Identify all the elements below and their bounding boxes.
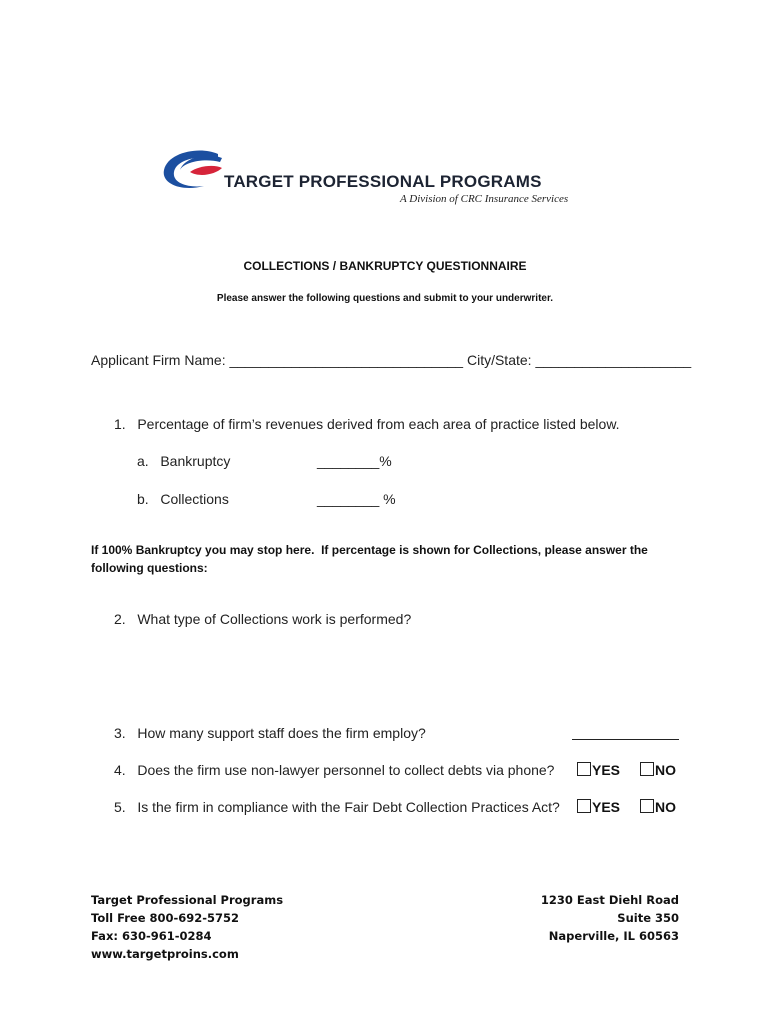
logo-title: TARGET PROFESSIONAL PROGRAMS bbox=[224, 172, 542, 191]
question-1: 1. Percentage of firm’s revenues derived from each area of practice listed below. bbox=[114, 416, 620, 432]
q4-no-checkbox[interactable] bbox=[640, 762, 654, 776]
q5-yes-option[interactable] bbox=[577, 799, 620, 815]
footer-street: 1230 East Diehl Road bbox=[540, 893, 679, 907]
city-state-field[interactable]: ____________________ bbox=[535, 352, 692, 368]
q5-no-checkbox[interactable] bbox=[640, 799, 654, 813]
q4-yes-label: YES bbox=[592, 762, 621, 778]
question-5: 5. Is the firm in compliance with the Fair Debt Collection Practices Act? bbox=[114, 799, 560, 815]
footer-website[interactable]: www.targetproins.com bbox=[91, 947, 239, 961]
q1b-label: b. Collections bbox=[137, 491, 229, 507]
form-instructions: Please answer the following questions and submit to your underwriter. bbox=[216, 293, 554, 304]
firm-name-field[interactable]: ______________________________ bbox=[229, 352, 464, 368]
stop-note: If 100% Bankruptcy you may stop here. If percentage is shown for Collections, please answer the following questions: bbox=[91, 543, 648, 575]
q5-yes-label: YES bbox=[592, 799, 621, 815]
applicant-line bbox=[91, 352, 691, 368]
footer-contact bbox=[91, 891, 283, 963]
footer-toll-free: Toll Free 800-692-5752 bbox=[91, 911, 240, 925]
q5-no-label: NO bbox=[655, 799, 676, 815]
question-2: 2. What type of Collections work is performed? bbox=[114, 611, 412, 627]
company-logo-mark bbox=[160, 148, 232, 194]
footer-address bbox=[541, 891, 679, 945]
q1a-label: a. Bankruptcy bbox=[137, 453, 231, 469]
q4-no-label: NO bbox=[655, 762, 676, 778]
question-3: 3. How many support staff does the firm employ? bbox=[114, 725, 426, 741]
firm-name-label: Applicant Firm Name: bbox=[91, 352, 226, 368]
form-title: COLLECTIONS / BANKRUPTCY QUESTIONNAIRE bbox=[243, 259, 527, 273]
q4-no-option[interactable] bbox=[640, 762, 676, 778]
footer-city: Naperville, IL 60563 bbox=[548, 929, 679, 943]
q1a-bankruptcy-field[interactable]: ________% bbox=[317, 453, 392, 469]
q5-no-option[interactable] bbox=[640, 799, 676, 815]
q1b-collections-field[interactable]: ________ % bbox=[317, 491, 396, 507]
q5-yes-checkbox[interactable] bbox=[577, 799, 591, 813]
city-state-label: City/State: bbox=[466, 352, 532, 368]
footer-fax: Fax: 630-961-0284 bbox=[91, 929, 212, 943]
logo-subtitle: A Division of CRC Insurance Services bbox=[400, 193, 569, 205]
support-staff-field[interactable] bbox=[572, 739, 679, 740]
q4-yes-option[interactable] bbox=[577, 762, 620, 778]
footer-suite: Suite 350 bbox=[617, 911, 679, 925]
q4-yes-checkbox[interactable] bbox=[577, 762, 591, 776]
question-4: 4. Does the firm use non-lawyer personnel to collect debts via phone? bbox=[114, 762, 555, 778]
footer-company: Target Professional Programs bbox=[91, 893, 284, 907]
